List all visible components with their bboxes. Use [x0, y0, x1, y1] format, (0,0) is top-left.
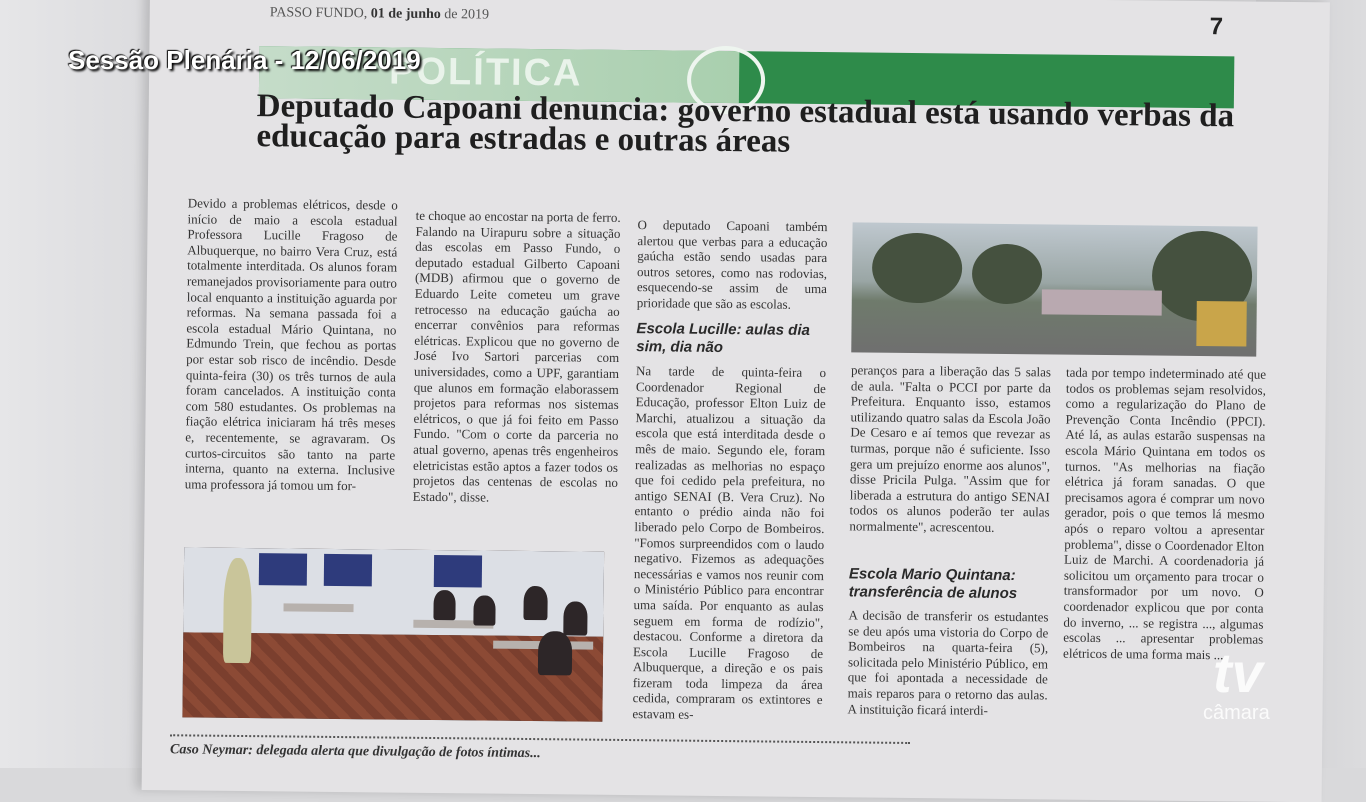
masthead-year: de 2019	[444, 7, 490, 23]
article-column-4b: A decisão de transferir os estudantes se deu após uma vistoria do Corpo de Bombeiros na quarta-feira (5), solicitada pelo Ministério Público, em que foi apontada a necessidade de mais reparos para o retorno das aulas. A instituição ficará interdi-	[847, 607, 1049, 718]
masthead-city: PASSO FUNDO,	[269, 5, 368, 22]
student-figure	[538, 631, 572, 675]
article-column-1: Devido a problemas elétricos, desde o início de maio a escola estadual Professora Lucille Fragoso de Albuquerque, no bairro Vera Cruz, está totalmente interditada. Os alunos foram remanejados provisoriamente para outro local enquanto a instituição aguarda por reformas. Na semana passada foi a escola estadual Mário Quintana, no Edmundo Trein, que fechou as portas por estar sob risco de incêndio. Desde quinta-feira (30) os três turnos de aula foram cancelados. A instituição conta com 580 estudantes. Os problemas na fiação elétrica iniciaram há três meses e, recentemente, se agravaram. Os curtos-circuitos são tanto na parte interna, quanto na externa. Inclusive uma professora já tomou um for-	[184, 195, 398, 493]
masthead	[270, 5, 489, 23]
student-figure	[523, 586, 547, 620]
subhead-escola-lucille: Escola Lucille: aulas dia sim, dia não	[636, 320, 810, 357]
tv-camara-logo	[1195, 640, 1305, 730]
article-column-5: tada por tempo indeterminado até que todos os problemas sejam resolvidos, como a regularização do Plano de Prevenção Conta Incêndio (PPCI). Até lá, as aulas estarão suspensas na escola Mário Quintana em todos os turnos. "As melhorias na fiação elétrica já foram sanadas. O que precisamos agora é comprar um novo gerador, pois o que temos lá mesmo após o reparo voltou a apresentar problema", disse o Coordenador Elton Luiz de Marchi. A coordenadoria já solicitou um orçamento para trocar o transformador por um novo. O coordenador explicou que por conta do inverno, ... se registra ..., algumas escolas ... apresentar problemas elétricos de uma forma mais ...	[1063, 364, 1267, 662]
footer-teaser: Caso Neymar: delegada alerta que divulgação de fotos íntimas...	[169, 742, 541, 762]
photo-tree	[972, 244, 1043, 305]
newspaper-page	[142, 0, 1330, 802]
article-column-3b: Na tarde de quinta-feira o Coordenador Regional de Educação, professor Elton Luiz de Marchi, atualizou a situação da escola que está interditada desde o mês de maio. Segundo ele, foram realizadas as melhorias no espaço que foi cedido pela prefeitura, no antigo SENAI (B. Vera Cruz). No entanto o prédio ainda não foi liberado pelo Corpo de Bombeiros. "Fomos surpreendidos com o laudo negativo. Fizemos as adequações necessárias e vamos nos reunir com o Ministério Público para encontrar uma saída. Por enquanto as aulas seguem em forma de rodízio", destacou. Conforme a diretora da Escola Lucille Fragoso de Albuquerque, a direção e os pais fizeram toda limpeza da área cedida, compraram os extintores e estavam es-	[632, 363, 827, 722]
classroom-desk	[283, 603, 353, 612]
logo-camara-text: câmara	[1203, 702, 1270, 724]
student-figure	[563, 601, 587, 635]
masthead-date: 01 de junho	[370, 6, 441, 23]
student-figure	[473, 595, 495, 625]
school-exterior-photo	[851, 222, 1257, 356]
section-label: POLÍTICA	[388, 50, 583, 95]
broadcast-title: Sessão Plenária - 12/06/2019	[68, 45, 421, 75]
photo-yellow-building	[1196, 301, 1246, 347]
classroom-window	[434, 555, 482, 588]
classroom-window	[259, 553, 307, 586]
logo-tv-text: tv	[1213, 641, 1263, 704]
photo-building	[1042, 289, 1162, 315]
article-column-3a: O deputado Capoani também alertou que verbas para a educação gaúcha estão sendo usadas para outros setores, como nas rodovias, esquecendo-se assim de uma prioridade que são as escolas.	[636, 217, 828, 312]
teacher-figure	[223, 558, 252, 663]
article-headline: Deputado Capoani denuncia: governo estadual está usando verbas da educação para estradas e outras áreas	[256, 88, 1235, 160]
subhead-escola-mario-quintana: Escola Mario Quintana: transferência de alunos	[848, 565, 1018, 603]
classroom-window	[324, 554, 372, 587]
classroom-photo	[182, 547, 604, 721]
photo-tree	[872, 233, 963, 304]
page-number: 7	[1209, 13, 1224, 41]
article-column-2: te choque ao encostar na porta de ferro. Falando na Uirapuru sobre a situação das escolas em Passo Fundo, o deputado estadual Gilberto Capoani (MDB) afirmou que o governo de Eduardo Leite cometeu um grave retrocesso na educação gaúcha ao encerrar convênios para reformas elétricas. Explicou que no governo de José Ivo Sartori parcerias com universidades, como a UPF, garantiam que alunos em formação elaborassem projetos para reformas nos sistemas elétricos, o que já foi feito em Passo Fundo. "Com o corte da parceria no atual governo, apenas três engenheiros eletricistas estão aptos a fazer todos os projetos das centenas de escolas no Estado", disse.	[412, 207, 621, 505]
article-column-4a: peranços para a liberação das 5 salas de aula. "Falta o PCCI por parte da Prefeitura. Enquanto isso, estamos utilizando quatro salas da Escola João De Cesaro e aí temos que revezar as turmas, porque não é suficiente. Isso gera um prejuízo enorme aos alunos", disse Pricila Pulga. "Assim que for liberada a estrutura do antigo SENAI todos os alunos poderão ter aulas normalmente", acrescentou.	[849, 362, 1052, 535]
student-figure	[433, 590, 455, 620]
